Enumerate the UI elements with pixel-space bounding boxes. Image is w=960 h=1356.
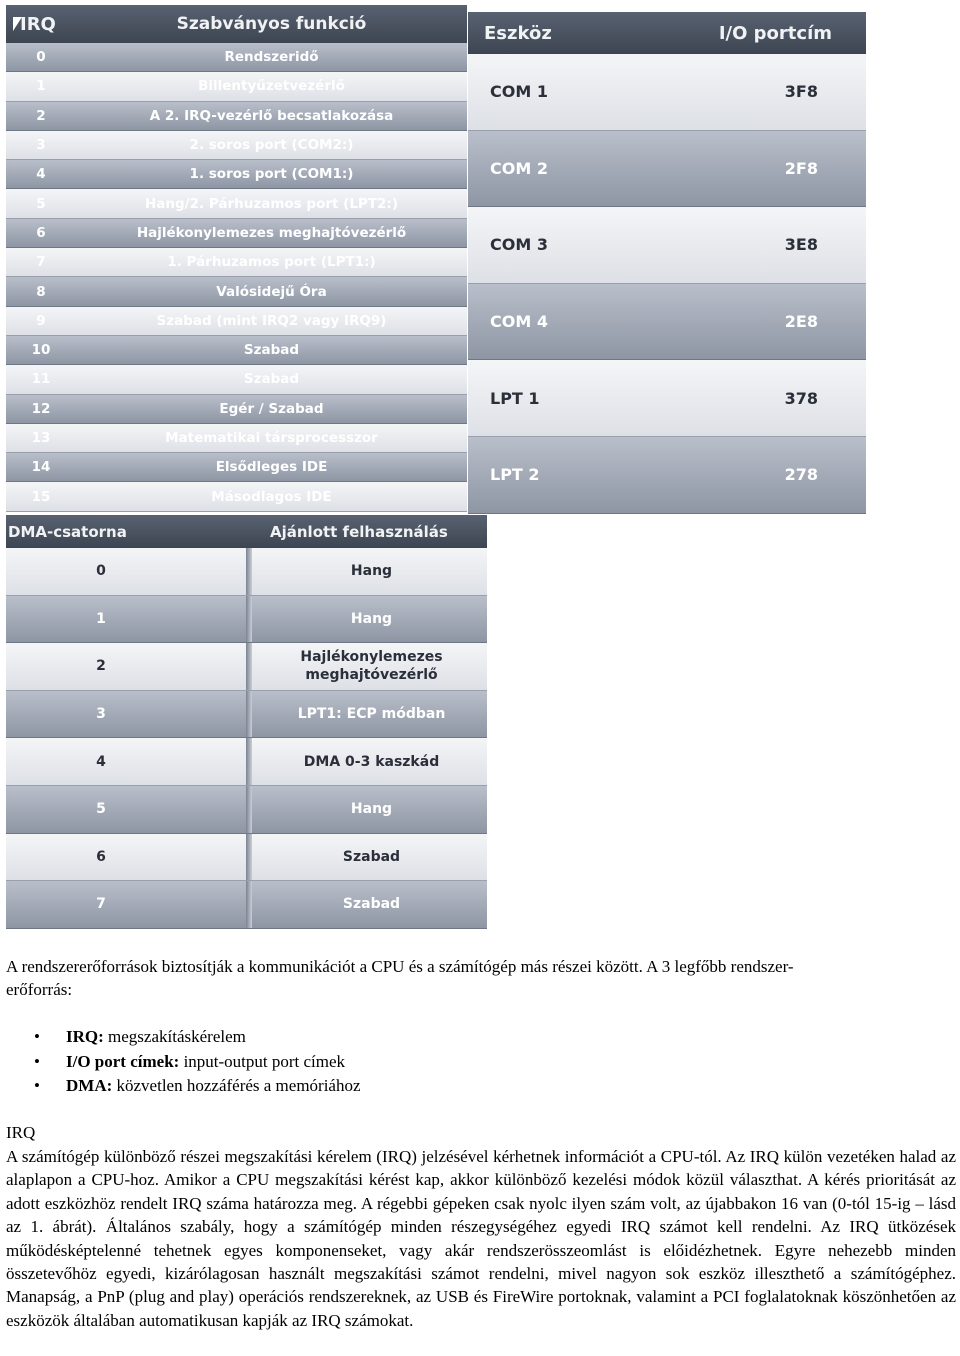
list-item — [0, 1050, 361, 1075]
table-row — [6, 102, 467, 131]
table-row — [468, 131, 866, 208]
io-header-address: I/O portcím — [718, 22, 832, 44]
irq-table-header — [6, 5, 467, 43]
column-divider — [246, 548, 252, 595]
table-cell-irq: 12 — [31, 400, 51, 417]
table-cell-function: Rendszeridő — [224, 49, 319, 66]
table-row — [6, 786, 487, 834]
table-cell-irq: 14 — [31, 459, 51, 476]
table-cell-irq: 2 — [36, 107, 46, 124]
dma-table — [6, 515, 487, 929]
dma-header-channel: DMA-csatorna — [8, 522, 127, 541]
table-cell-irq: 7 — [36, 254, 46, 271]
table-cell-use: Hang — [350, 610, 393, 627]
table-row — [6, 548, 487, 596]
table-cell-channel: 1 — [96, 610, 106, 627]
table-cell-irq: 15 — [31, 488, 51, 505]
table-cell-irq: 10 — [31, 342, 51, 359]
mouse-pointer-icon — [13, 17, 22, 31]
table-cell-function: 2. soros port (COM2:) — [189, 137, 354, 154]
column-divider — [246, 881, 252, 928]
table-cell-irq: 5 — [36, 195, 46, 212]
table-row — [6, 336, 467, 365]
table-cell-device: LPT 2 — [490, 465, 540, 485]
table-cell-irq: 11 — [31, 371, 51, 388]
column-divider — [246, 643, 252, 690]
table-cell-device: COM 4 — [490, 312, 548, 332]
dma-table-header — [6, 515, 487, 548]
table-cell-device: COM 1 — [490, 82, 548, 102]
resource-list — [0, 1025, 361, 1099]
list-item — [0, 1074, 361, 1099]
table-row — [468, 54, 866, 131]
table-row — [468, 360, 866, 437]
table-cell-function: Szabad (mint IRQ2 vagy IRQ9) — [156, 312, 387, 329]
list-item-desc: közvetlen hozzáférés a memóriához — [112, 1076, 361, 1096]
table-cell-channel: 5 — [96, 801, 106, 818]
table-cell-irq: 8 — [36, 283, 46, 300]
table-cell-device: COM 3 — [490, 235, 548, 255]
list-item-term: IRQ: — [66, 1027, 104, 1046]
table-row — [6, 881, 487, 929]
list-item-term: I/O port címek: — [66, 1051, 180, 1071]
table-row — [468, 207, 866, 284]
table-cell-function: 1. soros port (COM1:) — [189, 166, 354, 183]
table-row — [6, 160, 467, 189]
section-heading: IRQ — [6, 1123, 36, 1142]
dma-table-body — [6, 548, 487, 929]
table-cell-address: 2F8 — [784, 158, 818, 178]
table-cell-address: 3F8 — [784, 82, 818, 102]
table-cell-function: Hajlékonylemezes meghajtóvezérlő — [136, 224, 407, 241]
irq-table — [6, 5, 467, 512]
table-cell-device: COM 2 — [490, 158, 548, 178]
table-row — [6, 189, 467, 218]
table-row — [468, 284, 866, 361]
table-cell-address: 278 — [784, 465, 818, 485]
table-cell-use: DMA 0-3 kaszkád — [303, 753, 440, 770]
table-cell-function: Billentyűzetvezérlő — [198, 78, 345, 95]
io-table-header — [468, 12, 866, 54]
list-item — [0, 1025, 361, 1050]
table-cell-function: Matematikai társprocesszor — [165, 430, 378, 446]
table-row — [6, 643, 487, 691]
table-cell-address: 378 — [784, 388, 818, 408]
table-cell-irq: 6 — [36, 224, 46, 241]
table-row — [6, 596, 487, 644]
table-cell-address: 2E8 — [784, 312, 818, 332]
table-row — [6, 307, 467, 336]
column-divider — [246, 834, 252, 881]
table-row — [6, 43, 467, 72]
table-cell-channel: 6 — [96, 848, 106, 865]
table-cell-function: Elsődleges IDE — [215, 459, 328, 476]
irq-header-function: Szabványos funkció — [176, 14, 367, 34]
table-cell-channel: 4 — [96, 753, 106, 770]
table-row — [468, 437, 866, 514]
table-cell-function: 1. Párhuzamos port (LPT1:) — [167, 254, 376, 271]
table-cell-function: Egér / Szabad — [219, 400, 324, 417]
table-cell-use: Szabad — [342, 896, 401, 913]
intro-paragraph — [6, 955, 956, 1002]
table-cell-device: LPT 1 — [490, 388, 540, 408]
table-cell-irq: 0 — [36, 49, 46, 66]
table-row — [6, 131, 467, 160]
table-cell-irq: 4 — [36, 166, 46, 183]
irq-paragraph: A számítógép különböző részei megszakítási kérelem (IRQ) jelzésével kérhetnek információt a CPU-tól. Az IRQ külön vezetéken halad az alaplapon a CPU-hoz. Amikor a CPU megszakítási kérést kap, akkor különböző kezelési módok közül választhat. A kérés prioritását az adott eszközhöz rendelt IRQ száma határozza meg. A régebbi gépeken csak nyolc ilyen szám volt, az újabbakon 16 van (0-tól 15-ig – lásd az 1. ábrát). Általános szabály, hogy a számítógép minden részegységéhez egyedi IRQ számot kell rendelni. Az IRQ ütközések működésképtelenné tehetnek egyes komponenseket, vagy akár rendszerösszeomlást is előidézhetnek. Egyre nehezebb minden összetevőhöz egyedi, kizárólagosan használt megszakítási számot rendelni, mivel nagyon sok eszköz illeszthető a számítógéphez. Manapság, a PnP (plug and play) operációs rendszereknek, az USB és FireWire portoknak, valamint a PCI foglalatoknak köszönhetően az eszközök általában automatikusan kapják az IRQ számokat. — [6, 1147, 956, 1330]
table-cell-address: 3E8 — [784, 235, 818, 255]
table-cell-channel: 3 — [96, 706, 106, 723]
table-row — [6, 395, 467, 424]
io-table-body — [468, 54, 866, 514]
table-cell-function: Valósidejű Óra — [216, 283, 327, 300]
table-row — [6, 691, 487, 739]
table-row — [6, 453, 467, 482]
table-cell-irq: 13 — [31, 430, 51, 446]
table-row — [6, 248, 467, 277]
column-divider — [246, 786, 252, 833]
intro-line: A rendszererőforrások biztosítják a kommunikációt a CPU és a számítógép más részei között. A 3 legfőbb rendszer- — [6, 957, 794, 976]
list-item-term: DMA: — [66, 1076, 113, 1096]
table-row — [6, 365, 467, 394]
table-cell-use: Hang — [350, 563, 393, 580]
table-row — [6, 738, 487, 786]
table-cell-function: Másodlagos IDE — [211, 488, 332, 505]
table-cell-use: Hajlékonylemezes meghajtóvezérlő — [300, 649, 443, 684]
table-cell-use: Szabad — [342, 848, 401, 865]
table-cell-use: LPT1: ECP módban — [297, 706, 446, 723]
list-item-desc: input-output port címek — [179, 1051, 346, 1071]
table-cell-use: Hang — [350, 801, 393, 818]
table-cell-function: Szabad — [243, 371, 300, 388]
table-cell-channel: 0 — [96, 563, 106, 580]
table-cell-channel: 7 — [96, 896, 106, 913]
irq-table-body — [6, 43, 467, 512]
column-divider — [246, 738, 252, 785]
column-divider — [246, 596, 252, 643]
table-cell-irq: 9 — [36, 312, 46, 329]
io-port-table — [468, 12, 866, 514]
table-row — [6, 424, 467, 453]
intro-line: erőforrás: — [6, 980, 73, 1000]
table-cell-function: Szabad — [243, 342, 300, 359]
table-cell-function: A 2. IRQ-vezérlő becsatlakozása — [149, 107, 394, 124]
table-row — [6, 482, 467, 511]
irq-header-number: IRQ — [20, 13, 56, 35]
dma-header-use: Ajánlott felhasználás — [270, 522, 448, 541]
table-cell-function: Hang/2. Párhuzamos port (LPT2:) — [145, 195, 398, 212]
table-cell-irq: 1 — [36, 78, 46, 95]
table-cell-irq: 3 — [36, 137, 46, 154]
io-header-device: Eszköz — [484, 22, 552, 44]
list-item-desc: megszakításkérelem — [103, 1027, 246, 1046]
table-cell-channel: 2 — [96, 658, 106, 675]
table-row — [6, 277, 467, 306]
column-divider — [246, 691, 252, 738]
table-row — [6, 219, 467, 248]
table-row — [6, 834, 487, 882]
table-row — [6, 72, 467, 101]
